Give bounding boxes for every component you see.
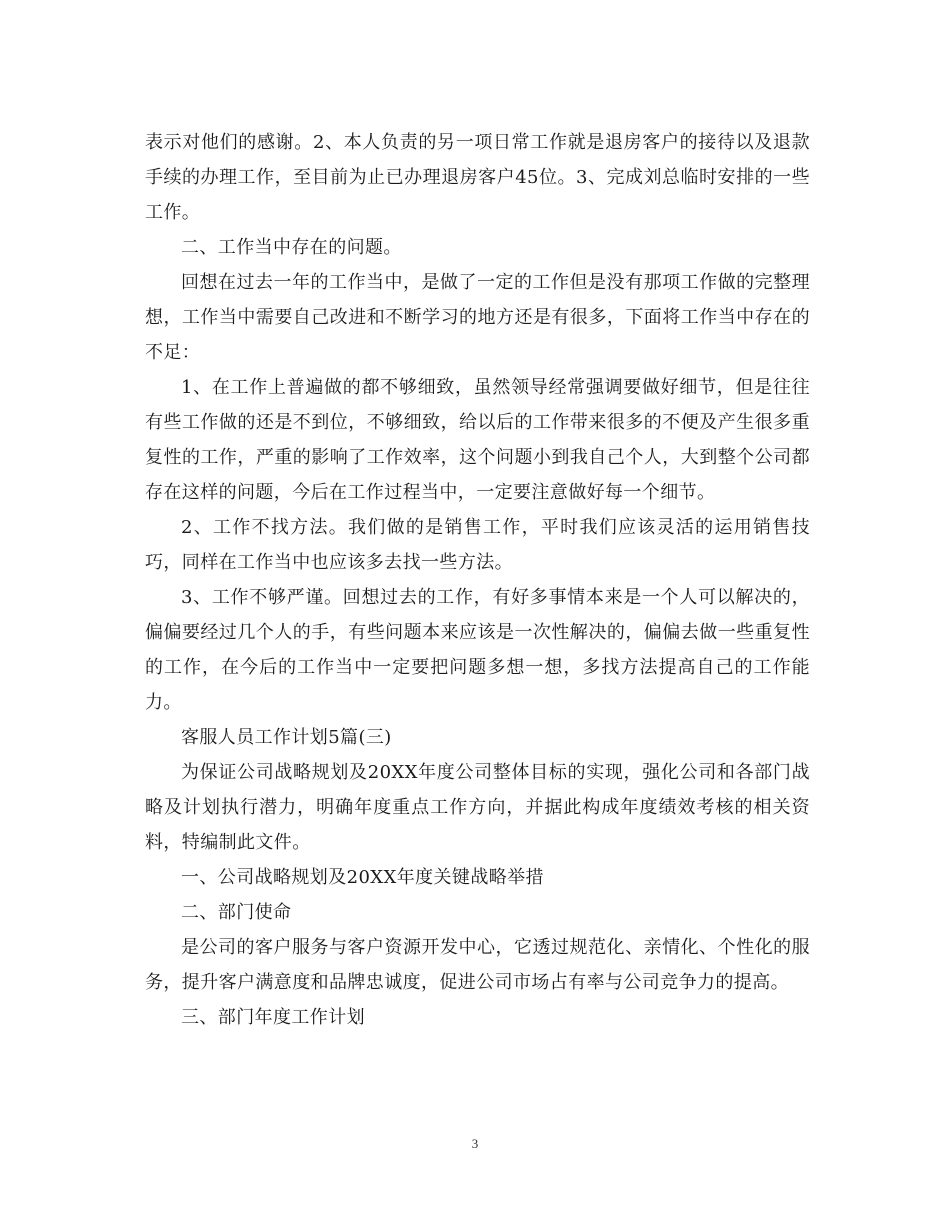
- paragraph: 3、工作不够严谨。回想过去的工作，有好多事情本来是一个人可以解决的，偏偏要经过几个人的手，有些问题本来应该是一次性解决的，偏偏去做一些重复性的工作，在今后的工作当中一定要把问题多想一想，多找方法提高自己的工作能力。: [145, 587, 810, 713]
- article-title: 客服人员工作计划5篇(三): [181, 727, 392, 748]
- section-heading: 二、工作当中存在的问题。: [181, 237, 402, 258]
- paragraph: 回想在过去一年的工作当中，是做了一定的工作但是没有那项工作做的完整理想，工作当中需要自己改进和不断学习的地方还是有很多，下面将工作当中存在的不足：: [145, 272, 810, 363]
- document-body: [145, 125, 810, 1035]
- paragraph: 2、工作不找方法。我们做的是销售工作，平时我们应该灵活的运用销售技巧，同样在工作当中也应该多去找一些方法。: [145, 517, 810, 573]
- page-number: 3: [471, 1136, 479, 1151]
- section-heading: 二、部门使命: [181, 902, 292, 923]
- paragraph: 为保证公司战略规划及20XX年度公司整体目标的实现，强化公司和各部门战略及计划执行潜力，明确年度重点工作方向，并据此构成年度绩效考核的相关资料，特编制此文件。: [145, 762, 810, 853]
- section-heading: 一、公司战略规划及20XX年度关键战略举措: [181, 867, 544, 888]
- paragraph: 表示对他们的感谢。2、本人负责的另一项日常工作就是退房客户的接待以及退款手续的办理工作，至目前为止已办理退房客户45位。3、完成刘总临时安排的一些工作。: [145, 132, 810, 223]
- section-heading: 三、部门年度工作计划: [181, 1007, 365, 1028]
- paragraph: 1、在工作上普遍做的都不够细致，虽然领导经常强调要做好细节，但是往往有些工作做的还是不到位，不够细致，给以后的工作带来很多的不便及产生很多重复性的工作，严重的影响了工作效率，这个问题小到我自己个人，大到整个公司都存在这样的问题，今后在工作过程当中，一定要注意做好每一个细节。: [145, 377, 810, 503]
- paragraph: 是公司的客户服务与客户资源开发中心，它透过规范化、亲情化、个性化的服务，提升客户满意度和品牌忠诚度，促进公司市场占有率与公司竞争力的提高。: [145, 937, 810, 993]
